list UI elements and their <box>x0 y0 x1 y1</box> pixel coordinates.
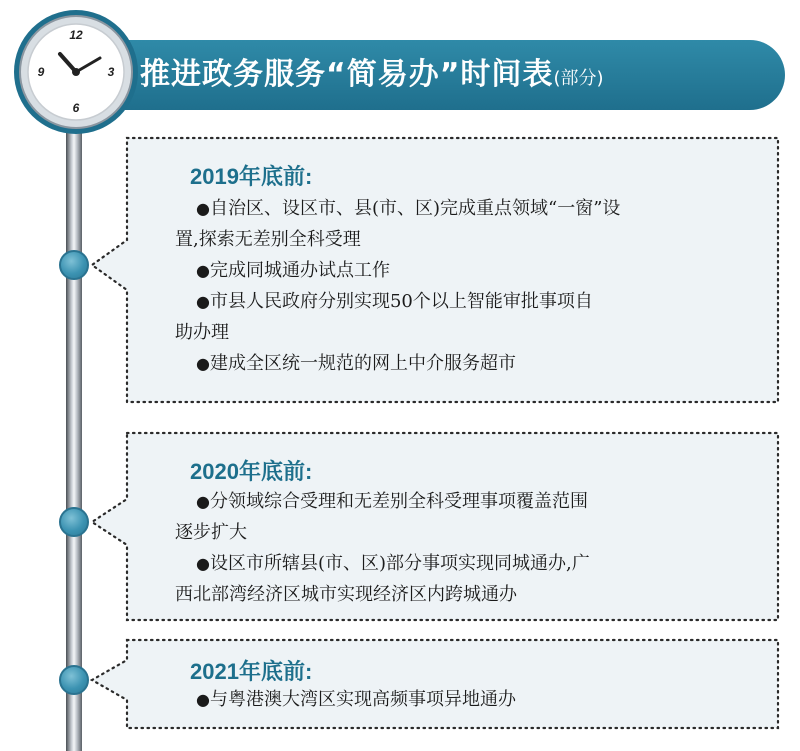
title-subtitle: (部分) <box>553 68 604 89</box>
heading-2021: 2021年底前: <box>190 659 313 684</box>
list-item: ●完成同城通办试点工作 <box>196 260 390 281</box>
list-item: ●自治区、设区市、县(市、区)完成重点领域“一窗”设 置,探索无差别全科受理 <box>175 198 621 250</box>
clock-numeral-6: 6 <box>72 101 80 115</box>
list-item: ●分领域综合受理和无差别全科受理事项覆盖范围 逐步扩大 <box>175 491 588 543</box>
list-item: ●建成全区统一规范的网上中介服务超市 <box>196 353 516 374</box>
list-item: ●与粤港澳大湾区实现高频事项异地通办 <box>196 689 516 710</box>
clock-numeral-9: 9 <box>37 65 45 79</box>
timeline-node-2020 <box>59 507 89 537</box>
heading-2020: 2020年底前: <box>190 459 313 484</box>
timeline-node-2021 <box>59 665 89 695</box>
heading-2019: 2019年底前: <box>190 164 313 189</box>
clock-numeral-3: 3 <box>107 65 115 79</box>
page-title <box>140 47 603 103</box>
title-text: 推进政务服务“简易办”时间表 <box>140 57 554 92</box>
clock-icon <box>12 8 140 136</box>
clock-numeral-12: 12 <box>69 28 83 42</box>
timeline-node-2019 <box>59 250 89 280</box>
list-item: ●市县人民政府分别实现50个以上智能审批事项自 助办理 <box>175 291 593 343</box>
list-item: ●设区市所辖县(市、区)部分事项实现同城通办,广 西北部湾经济区城市实现经济区内跨城通办 <box>175 553 590 605</box>
timeline-pole <box>66 130 82 751</box>
